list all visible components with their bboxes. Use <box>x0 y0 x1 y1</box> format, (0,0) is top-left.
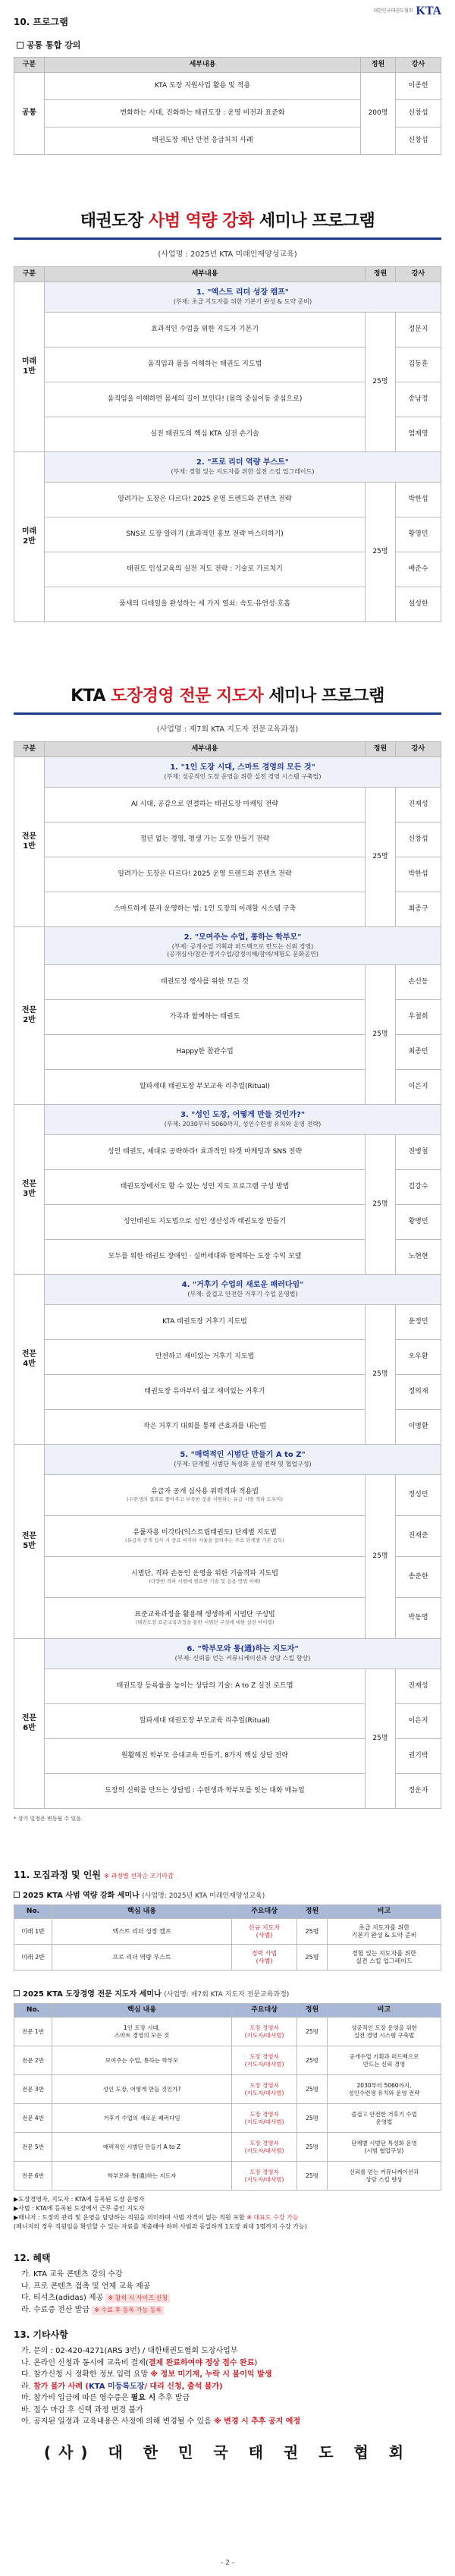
lecture-content: 움직임과 몸을 이해하는 태권도 지도법 <box>45 348 366 382</box>
lecturer: 신창섭 <box>396 127 441 155</box>
kta-logo <box>368 5 441 18</box>
lecturer: 신창섭 <box>396 822 441 857</box>
lecture-content: 유급자 공개 심사용 위력격파 적용법 (수련생의 결과로 좋아주고 부족한 것을 지원하는 유급 시범 격파 도우미) <box>45 1475 366 1516</box>
row-target: 도장 경영자 (지도자/대사범) <box>232 2075 297 2104</box>
lecturer: 진병철 <box>396 1135 441 1170</box>
lecture-content: 태권도 인성교육의 실전 지도 전략 : 기술로 가르치기 <box>45 552 366 587</box>
lecturer: 오우환 <box>396 1340 441 1375</box>
lecturer: 진재성 <box>396 788 441 822</box>
table-header: 비고 <box>328 2004 441 2018</box>
etc-line: 마. 참가비 입금에 따른 영수증은 필요 시 추후 발급 <box>21 2394 190 2402</box>
capacity: 25명 <box>366 313 396 452</box>
capacity: 200명 <box>361 73 396 155</box>
lecturer: 윤정민 <box>396 1305 441 1340</box>
group-header: 4. "거후기 수업의 새로운 패러다임" (부제: 즐겁고 안전한 거후기 수업 운영법) <box>45 1275 441 1305</box>
capacity: 25명 <box>366 788 396 927</box>
lecture-content: 알려가는 도장은 다르다! 2025 운영 트렌드와 콘텐츠 전략 <box>45 483 366 517</box>
lecturer: 황영민 <box>396 517 441 552</box>
lecturer: 신창섭 <box>396 100 441 127</box>
table-row <box>14 2018 441 2046</box>
lecture-content: 작은 거후기 대회를 통해 큰효과를 내는법 <box>45 1410 366 1445</box>
seminar1-table <box>14 266 441 622</box>
table-header: 핵심 내용 <box>52 2004 232 2018</box>
benefits-section <box>14 2251 441 2316</box>
seminar1-banner: 태권도장 사범 역량 강화 세미나 프로그램 <box>14 208 441 240</box>
group-header: 3. "성인 도장, 어떻게 만들 것인가?" (부제: 2030부터 5060까지, 성인수련생 유치와 운영 전략) <box>45 1105 441 1135</box>
recruit-title: 11. 모집과정 및 인원 ※ 과정별 선착순 조기마감 <box>14 1870 174 1880</box>
capacity: 25명 <box>366 1475 396 1639</box>
table-header: 핵심 내용 <box>52 1905 232 1919</box>
checkbox-square-icon <box>17 42 24 49</box>
benefit-line: 라. 수료증 전산 발급 ※ 수료 후 등록 가능 등록 <box>14 2304 441 2317</box>
lecture-content: 알파세대 태권도장 부모교육 리추얼(Ritual) <box>45 1704 366 1739</box>
table-header: 세부내용 <box>45 267 366 282</box>
class-label: 전문 1반 <box>14 757 45 927</box>
logo-mark: KTA <box>416 5 441 17</box>
lecture-content: 성인 태권도, 제대로 공략하라! 효과적인 타겟 마케팅과 SNS 전략 <box>45 1135 366 1170</box>
row-note: 신뢰를 얻는 커뮤니케이션과 상담 스킬 향상 <box>328 2162 441 2191</box>
lecture-content: 시범단, 격파 손동인 운영을 위한 기술격파 지도법 (다양한 격파 시범에 필요한 기술 및 응용 방법 이해) <box>45 1557 366 1598</box>
class-label: 전문 3반 <box>14 1105 45 1275</box>
table-header: 주요대상 <box>232 2004 297 2018</box>
lecture-content: KTA 태권도장 거후기 지도법 <box>45 1305 366 1340</box>
table-header: 정원 <box>361 58 396 73</box>
lecturer: 송남정 <box>396 382 441 417</box>
row-target: 도장 경영자 (지도자/대사범) <box>232 2133 297 2162</box>
row-target: 도장 경영자 (지도자/대사범) <box>232 2162 297 2191</box>
lecturer: 이병환 <box>396 1410 441 1445</box>
table-header: 정원 <box>297 1905 328 1919</box>
lecturer: 정성민 <box>396 1475 441 1516</box>
capacity: 25명 <box>366 1669 396 1809</box>
table-row <box>14 2133 441 2162</box>
lecture-content: 안전하고 재미있는 거후기 지도법 <box>45 1340 366 1375</box>
page-number: - 2 - <box>221 2559 234 2567</box>
row-note: 2030부터 5060까지, 성인수련생 유치와 운영 전략 <box>328 2075 441 2104</box>
lecture-content: 실전 태권도의 핵심 KTA 실전 손기술 <box>45 417 366 452</box>
row-content: 1인 도장 시대, 스마트 경영의 모든 것 <box>52 2018 232 2046</box>
row-cap: 25명 <box>297 2162 328 2191</box>
future-seminar-title: 2025 KTA 사범 역량 강화 세미나 (사업명: 2025년 KTA 미래인재양성교육) <box>14 1889 441 1900</box>
row-capacity: 25명 <box>297 1919 328 1945</box>
lecturer: 설성한 <box>396 587 441 622</box>
lecturer: 우철희 <box>396 1000 441 1035</box>
benefit-line: 다. 티셔츠(adidas) 제공 ※ 참석 시 사이즈 신청 <box>14 2292 441 2304</box>
row-target: 도장 경영자 (지도자/대사범) <box>232 2104 297 2133</box>
association-name: (사) 대 한 민 국 태 권 도 협 회 <box>43 2442 412 2461</box>
logo-caption: 대한민국태권도협회 <box>373 8 413 14</box>
lecturer: 박한섭 <box>396 483 441 517</box>
row-content: 엑스트 리더 성장 캠프 <box>52 1919 232 1945</box>
lecture-content: 정년 없는 경영, 평생 가는 도장 만들기 전략 <box>45 822 366 857</box>
lecturer: 정문지 <box>396 313 441 348</box>
table-header: 정원 <box>366 267 396 282</box>
table-header: 강사 <box>396 58 441 73</box>
capacity: 25명 <box>366 1135 396 1275</box>
table-header: 정원 <box>297 2004 328 2018</box>
expert-recruit-table <box>14 2003 441 2191</box>
table-header: 세부내용 <box>45 742 366 757</box>
row-note: 성공적인 도장 운영을 위한 실전 경영 시스템 구축법 <box>328 2018 441 2046</box>
row-content: 보여주는 수업, 통하는 학부모 <box>52 2046 232 2075</box>
row-content: 매력적인 시범단 만들기 A to Z <box>52 2133 232 2162</box>
lecturer: 정운자 <box>396 1774 441 1809</box>
lecturer: 이은지 <box>396 1704 441 1739</box>
lecturer: 황병민 <box>396 1205 441 1240</box>
lecture-content: 알파세대 태권도장 부모교육 리추얼(Ritual) <box>45 1070 366 1105</box>
lecture-content: 도장의 신뢰를 만드는 상담법 : 수련생과 학부모를 잇는 대화 매뉴얼 <box>45 1774 366 1809</box>
common-lecture-title: 공통 통합 강의 <box>17 39 441 51</box>
row-note: 즐겁고 안전한 거후기 수업 운영법 <box>328 2104 441 2133</box>
etc-line: 아. 공지된 일정과 교육내용은 사정에 의해 변경될 수 있음 ※ 변경 시 추후 공지 예정 <box>21 2417 301 2426</box>
lecture-content: 태권도장 행사를 위한 모든 것 <box>45 965 366 1000</box>
lecturer: 김강수 <box>396 1170 441 1205</box>
lecturer: 진재준 <box>396 1516 441 1557</box>
group-header: 1. "엑스트 리더 성장 캠프" (부제: 초급 지도자를 위한 기본기 완성 & 도약 준비) <box>45 282 441 313</box>
lecturer: 이종헌 <box>396 73 441 100</box>
table-row <box>14 2075 441 2104</box>
group-label: 공통 <box>14 73 45 155</box>
lecturer: 노현현 <box>396 1240 441 1275</box>
lecturer: 박동영 <box>396 1598 441 1639</box>
row-target: 도장 경영자 (지도자/대사범) <box>232 2018 297 2046</box>
table-header: 정원 <box>366 742 396 757</box>
lecture-content: 태권도장 유아부터 쉽고 재미있는 거후기 <box>45 1375 366 1410</box>
lecturer: 손선동 <box>396 965 441 1000</box>
row-content: 거후기 수업의 새로운 패러다임 <box>52 2104 232 2133</box>
table-header: 강사 <box>396 267 441 282</box>
etc-section <box>14 2328 441 2462</box>
row-no: 전문 3반 <box>14 2075 52 2104</box>
lecturer: 엄재영 <box>396 417 441 452</box>
etc-line: 라. 참가 불가 사례 (KTA 미등록도장/ 대리 신청, 출석 불가) <box>21 2382 223 2391</box>
lecture-content: 원활해진 학부모 응대교육 만들기, 8가지 핵심 상담 전략 <box>45 1739 366 1774</box>
lecturer: 진재성 <box>396 1669 441 1704</box>
checkbox-square-icon <box>14 1892 20 1898</box>
class-label: 전문 6반 <box>14 1639 45 1809</box>
lecture-content: 표준교육과정을 활용해 생생하게 시범단 구성법 (태권도장 표준교육과정을 통한 시범단 구성에 대한 실전 아이템) <box>45 1598 366 1639</box>
lecture-content: 유률자용 비각타(익스트림태권도) 단계별 지도법 (유급자 공개 심사 시 중요 비각타 자율을 알려주는 주요 단계별 기본 습득) <box>45 1516 366 1557</box>
row-content: 학부모와 통(通)하는 지도자 <box>52 2162 232 2191</box>
lecture-content: 스마트하게 분자 운영하는 법: 1인 도장의 이래할 시스템 구축 <box>45 892 366 927</box>
lecturer: 배준수 <box>396 552 441 587</box>
lecture-content: SNS로 도장 알리기 (효과적인 홍보 전략 마스터하기) <box>45 517 366 552</box>
table-header: 구분 <box>14 742 45 757</box>
lecture-content: 태권도장에서도 할 수 있는 성인 지도 프로그램 구성 방법 <box>45 1170 366 1205</box>
lecture-content: 가족과 함께하는 태권도 <box>45 1000 366 1035</box>
lecture-content: KTA 도장 지원사업 활용 및 적용 <box>45 73 361 100</box>
lecturer: 송준한 <box>396 1557 441 1598</box>
seminar2-table <box>14 741 441 1809</box>
row-note: 경험 있는 지도자를 위한 실전 스킬 업그레이드 <box>328 1945 441 1971</box>
seminar2-banner: KTA 도장경영 전문 지도자 세미나 프로그램 <box>14 683 441 715</box>
etc-title: 13. 기타사항 <box>14 2329 68 2340</box>
row-cap: 25명 <box>297 2075 328 2104</box>
row-cap: 25명 <box>297 2018 328 2046</box>
table-row <box>14 2046 441 2075</box>
class-label: 전문 2반 <box>14 927 45 1105</box>
lecture-content: 태권도장 재난 안전 응급처치 사례 <box>45 127 361 155</box>
row-no: 전문 1반 <box>14 2018 52 2046</box>
lecture-content: AI 시대, 공감으로 연결하는 태권도장 마케팅 전략 <box>45 788 366 822</box>
benefit-line: 나. 프로 콘텐츠 접촉 및 언제 교육 제공 <box>21 2282 151 2291</box>
etc-line: 나. 온라인 신청과 동시에 교육비 결제(결제 완료하여야 정상 접수 완료) <box>21 2358 258 2367</box>
group-header: 1. "1인 도장 시대, 스마트 경영의 모든 것" (부제: 성공적인 도장 운영을 위한 실전 경영 시스템 구축법) <box>45 757 441 788</box>
table-header: 주요대상 <box>232 1905 297 1919</box>
seminar1-caption: (사업명 : 2025년 KTA 미래인재양성교육) <box>158 250 297 259</box>
group-header: 5. "매력적인 시범단 만들기 A to Z" (부제: 단계별 시범단 특성화 운영 전략 및 협업구성) <box>45 1445 441 1475</box>
lecturer: 김동훈 <box>396 348 441 382</box>
capacity: 25명 <box>366 483 396 622</box>
row-note: 공개수업 기획과 퍼드백으로 만드는 신뢰 경영 <box>328 2046 441 2075</box>
etc-line: 가. 문의 : 02-420-4271(ARS 3번) / 대한태권도협회 도장사업부 <box>21 2347 238 2355</box>
capacity: 25명 <box>366 1305 396 1445</box>
table-header: No. <box>14 1905 52 1919</box>
recruit-notes <box>14 2195 441 2232</box>
lecturer: 최종구 <box>396 892 441 927</box>
lecturer: 정의재 <box>396 1375 441 1410</box>
row-no: 전문 2반 <box>14 2046 52 2075</box>
etc-line: 다. 참가신청 시 정확한 정보 입력 요망 ※ 정보 미기재, 누락 시 불이익 발생 <box>21 2370 272 2379</box>
group-header: 2. "모여주는 수업, 통하는 학부모" (부제: 공개수업 기획과 퍼드백으로 만드는 신뢰 경영) (공개심사/참관·정기수업/감정이해/참여/체험도 문화공연) <box>45 927 441 965</box>
row-capacity: 25명 <box>297 1945 328 1971</box>
etc-line: 바. 접수 마감 후 신택 과정 변경 불가 <box>21 2405 143 2414</box>
row-target: 신규 지도자 (사범) <box>232 1919 297 1945</box>
row-no: 미래 1반 <box>14 1919 52 1945</box>
benefits-title: 12. 혜택 <box>14 2253 51 2263</box>
benefit-line: 가. KTA 교육 콘텐츠 강의 수강 <box>21 2270 123 2279</box>
common-lecture-table <box>14 57 441 155</box>
row-cap: 25명 <box>297 2133 328 2162</box>
note-line: ▶사범 : KTA에 등록된 도장에서 근무 중인 지도자 <box>14 2205 145 2212</box>
table-row <box>14 1919 441 1945</box>
future-recruit-table <box>14 1904 441 1971</box>
note-line: ▶매니저 : 도장의 관리 및 운영을 담당하는 직원을 의미하며 사범 자격이 없는 직원 포함 ※ 대표도 수강 가능 (매니저의 경우 직원임을 확인할 수 있는 자료를 제출해야 하며 사범과 동일하게 1도장 최대 1명까지 수강 가능) <box>14 2214 307 2230</box>
lecturer: 이은지 <box>396 1070 441 1105</box>
lecture-content: 품새의 디테일을 완성하는 세 가지 열쇠: 속도·유연성·호흡 <box>45 587 366 622</box>
expert-seminar-title: 2025 KTA 도장경영 전문 지도자 세미나 (사업명: 제7회 KTA 지도자 전문교육과정) <box>14 1987 441 1999</box>
lecture-content: 성인태권도 지도법으로 성인 생산성과 태권도장 만들기 <box>45 1205 366 1240</box>
lecture-content: Happy한 참관수업 <box>45 1035 366 1070</box>
lecture-content: 태권도장 등록률을 높이는 상담의 기술: A to Z 실전 로드맵 <box>45 1669 366 1704</box>
group-header: 6. "학부모와 통(通)하는 지도자" (부제: 신뢰를 얻는 커뮤니케이션과 상담 스킬 향상) <box>45 1639 441 1669</box>
class-label: 전문 5반 <box>14 1445 45 1639</box>
row-no: 전문 4반 <box>14 2104 52 2133</box>
class-label: 전문 4반 <box>14 1275 45 1445</box>
lecturer: 최종민 <box>396 1035 441 1070</box>
row-content: 프로 리더 역량 부스트 <box>52 1945 232 1971</box>
row-note: 단계별 시범단 특성화 운영 (시범 협업구성) <box>328 2133 441 2162</box>
table-row <box>14 1945 441 1971</box>
lecture-content: 효과적인 수업을 위한 지도자 기본기 <box>45 313 366 348</box>
note-line: ▶도장경영자, 지도자 : KTA에 등록된 도장 운영자 <box>14 2196 145 2203</box>
lecture-content: 알려가는 도장은 다르다! 2025 운영 트렌드와 콘텐츠 전략 <box>45 857 366 892</box>
table-header: 세부내용 <box>45 58 361 73</box>
row-content: 성인 도장, 어떻게 만들 것인가? <box>52 2075 232 2104</box>
table-header: 구분 <box>14 267 45 282</box>
lecturer: 박한섭 <box>396 857 441 892</box>
table-row <box>14 2104 441 2133</box>
row-no: 미래 2반 <box>14 1945 52 1971</box>
group-header: 2. "프로 리더 역량 부스트" (부제: 경험 있는 지도자를 위한 실전 스킬 업그레이드) <box>45 452 441 483</box>
class-label: 미래 1반 <box>14 282 45 452</box>
row-target: 경력 사범 (사범) <box>232 1945 297 1971</box>
table-header: No. <box>14 2004 52 2018</box>
row-cap: 25명 <box>297 2104 328 2133</box>
table-header: 비고 <box>328 1905 441 1919</box>
lecture-content: 모두를 위한 태권도 장애인 · 실버세대와 함께하는 도장 수익 모델 <box>45 1240 366 1275</box>
section-title-program: 10. 프로그램 <box>14 17 68 27</box>
table-header: 구분 <box>14 58 45 73</box>
row-cap: 25명 <box>297 2046 328 2075</box>
row-no: 전문 6반 <box>14 2162 52 2191</box>
table-header: 강사 <box>396 742 441 757</box>
lecture-content: 변화하는 시대, 진화하는 태권도장 : 운영 비전과 표준화 <box>45 100 361 127</box>
class-label: 미래 2반 <box>14 452 45 622</box>
table-row <box>14 2162 441 2191</box>
lecturer: 권기박 <box>396 1739 441 1774</box>
schedule-footnote: * 상기 일정은 변동될 수 있음. <box>14 1816 83 1822</box>
lecture-content: 움직임을 이해하면 몸세의 길이 보인다! (몸의 중심이동 중심으로) <box>45 382 366 417</box>
seminar2-caption: (사업명 : 제7회 KTA 지도자 전문교육과정) <box>156 725 299 734</box>
capacity: 25명 <box>366 965 396 1105</box>
checkbox-square-icon <box>14 1990 20 1996</box>
row-note: 초급 지도자를 위한 기본기 완성 & 도약 준비 <box>328 1919 441 1945</box>
row-target: 도장 경영자 (지도자/대사범) <box>232 2046 297 2075</box>
row-no: 전문 5반 <box>14 2133 52 2162</box>
